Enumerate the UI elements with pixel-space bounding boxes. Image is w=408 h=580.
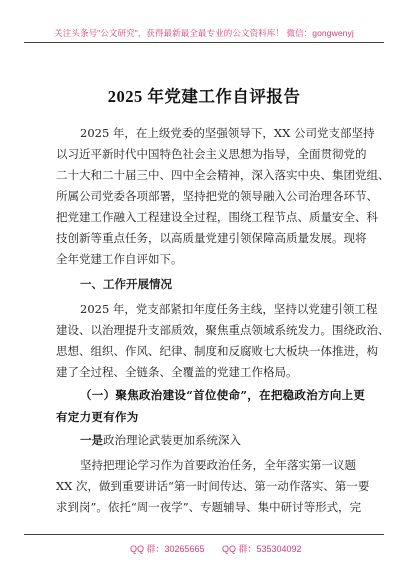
intro-line-6: 技创新等重点任务，以高质量党建引领保障高质量发展。现将 bbox=[56, 231, 367, 245]
section1-line-4: 建了全过程、全链条、全覆盖的党建工作格局。 bbox=[56, 365, 298, 379]
section-heading-1: 一、工作开展情况 bbox=[80, 277, 172, 291]
intro-line-7: 全年党建工作自评如下。 bbox=[56, 252, 183, 266]
section1-line-3: 思想、组织、作风、纪律、制度和反腐败七大板块一体推进，构 bbox=[56, 344, 378, 358]
footer-qq-group-1: QQ 群：30265665 bbox=[130, 544, 205, 554]
point-heading-1 bbox=[80, 433, 241, 447]
section1-line-2: 建设、以治理提升支部质效，聚焦重点领域系统发力。围绕政治、 bbox=[56, 323, 390, 337]
point-heading-text: 政治理论武装更加系统深入 bbox=[103, 433, 241, 447]
intro-line-1: 2025 年，在上级党委的坚强领导下，XX 公司党支部坚持 bbox=[80, 126, 375, 140]
header-rule bbox=[24, 42, 384, 43]
intro-line-3: 二十大和二十届三中、四中全会精神，深入落实中央、集团党组、 bbox=[56, 168, 390, 182]
intro-line-2: 以习近平新时代中国特色社会主义思想为指导，全面贯彻党的 bbox=[56, 147, 367, 161]
footer-qq-group-2: QQ 群：535304092 bbox=[222, 544, 302, 554]
document-title: 2025 年党建工作自评报告 bbox=[107, 87, 301, 106]
header-promo-text: 关注头条号"公文研究"，获得最新最全最专业的公文资料库！ 微信：gongwenyj bbox=[54, 28, 354, 38]
point-lead: 一是 bbox=[80, 433, 103, 447]
subsection-heading-line-1: （一）聚焦政治建设“首位使命”，在把稳政治方向上更 bbox=[80, 388, 366, 402]
point1-line-3: 求到岗”。依托“周一夜学”、专题辅导、集中研讨等形式，完 bbox=[56, 500, 362, 514]
footer-rule bbox=[24, 534, 384, 535]
intro-line-5: 把党建工作融入工程建设全过程，围绕工程节点、质量安全、科 bbox=[56, 210, 378, 224]
subsection-heading-line-2: 有定力更有作为 bbox=[56, 410, 139, 424]
intro-line-4: 所属公司党委各项部署，坚持把党的领导融入公司治理各环节、 bbox=[56, 189, 378, 203]
point1-line-2: XX 次，做到重要讲话“第一时间传达、第一动作落实、第一要 bbox=[56, 479, 370, 493]
point1-line-1: 坚持把理论学习作为首要政治任务，全年落实第一议题 bbox=[80, 458, 356, 472]
section1-line-1: 2025 年，党支部紧扣年度任务主线，坚持以党建引领工程 bbox=[80, 302, 378, 316]
